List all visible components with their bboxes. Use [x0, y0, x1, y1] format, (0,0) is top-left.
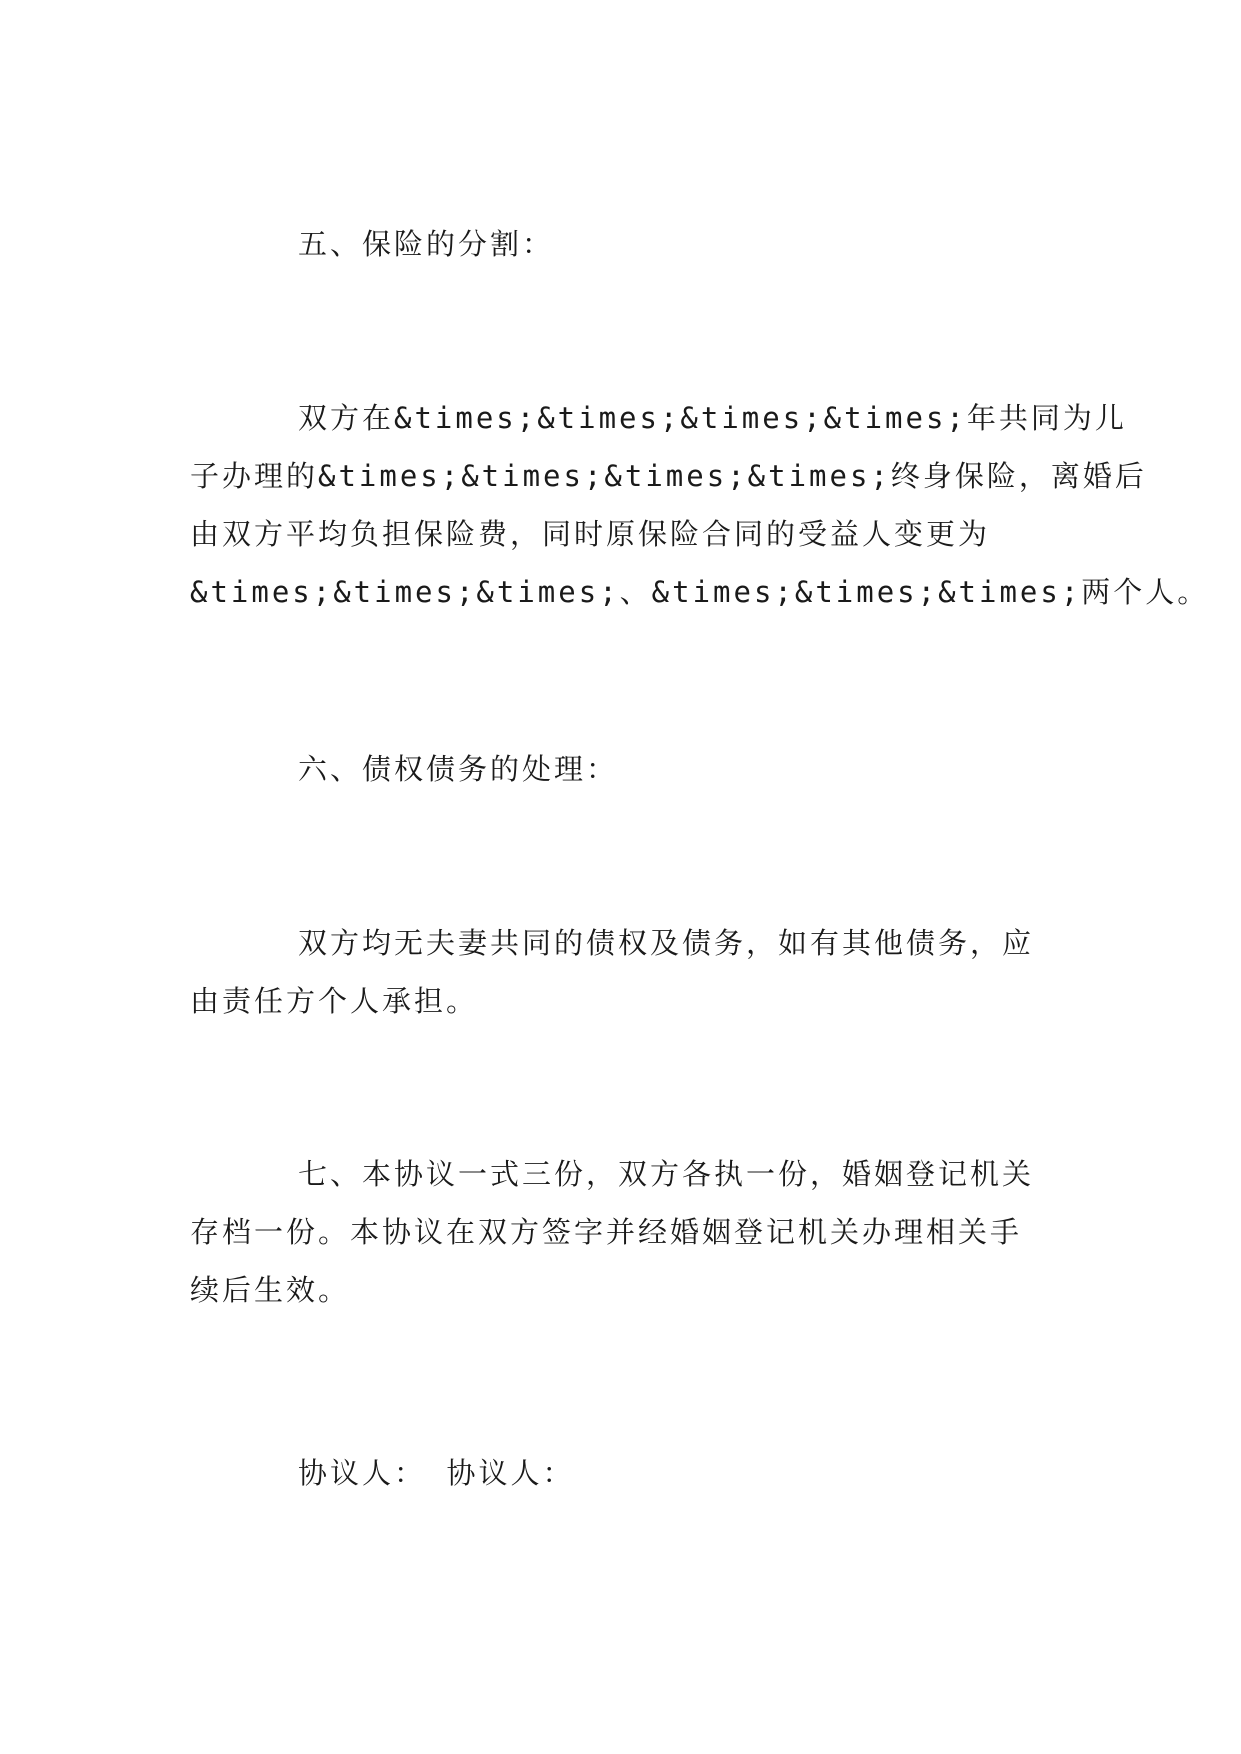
- section-6-line-1: 双方均无夫妻共同的债权及债务，如有其他债务，应: [298, 926, 1035, 960]
- section-7-line-2: 存档一份。本协议在双方签字并经婚姻登记机关办理相关手: [190, 1215, 1023, 1249]
- section-6-heading: 六、债权债务的处理：: [298, 752, 619, 786]
- section-6-line-2: 由责任方个人承担。: [190, 984, 479, 1018]
- section-7-line-1: 七、本协议一式三份，双方各执一份，婚姻登记机关: [298, 1157, 1035, 1191]
- section-5-heading: 五、保险的分割：: [298, 227, 555, 261]
- section-7-line-3: 续后生效。: [190, 1273, 351, 1307]
- section-5-line-2: 子办理的&times;&times;&times;&times;终身保险，离婚后: [190, 459, 1147, 493]
- section-5-line-3: 由双方平均负担保险费，同时原保险合同的受益人变更为: [190, 517, 991, 551]
- section-7-paragraph: [190, 1145, 1070, 1319]
- section-6-paragraph: [190, 914, 1070, 1030]
- section-5-line-4: &times;&times;&times;、&times;&times;&times;两个人。: [190, 575, 1210, 609]
- section-5-line-1: 双方在&times;&times;&times;&times;年共同为儿: [298, 401, 1127, 435]
- section-5-paragraph: [190, 389, 1210, 621]
- signature-line: 协议人： 协议人：: [298, 1456, 575, 1490]
